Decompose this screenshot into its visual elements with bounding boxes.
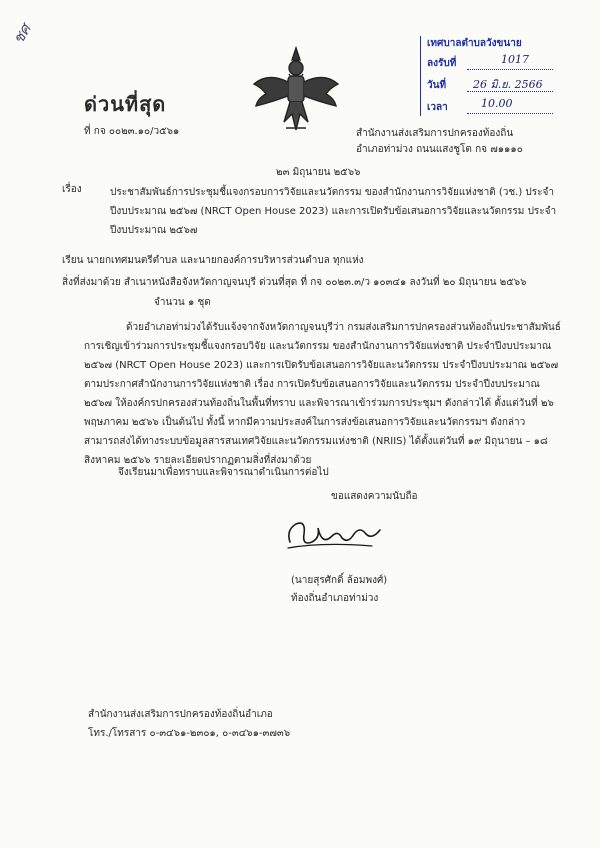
stamp-receipt-number: 1017	[501, 53, 529, 66]
stamp-organization: เทศบาลตำบลวังขนาย	[427, 38, 522, 49]
enclosure-line1: สิ่งที่ส่งมาด้วย สำเนาหนังสือจังหวัดกาญจนบุรี ด่วนที่สุด ที่ กจ ๐๐๒๓.๓/ว ๑๐๓๔๑ ลงวันที่ ๒๐ มิถุนายน ๒๕๖๖	[62, 277, 527, 288]
sender-address-line1: สำนักงานส่งเสริมการปกครองท้องถิ่น	[356, 128, 514, 139]
footer-phone: โทร./โทรสาร ๐-๓๔๖๑-๒๓๐๑, ๐-๓๔๖๑-๓๗๓๖	[88, 728, 291, 739]
receipt-stamp	[420, 36, 553, 116]
closing-salutation: ขอแสดงความนับถือ	[331, 491, 418, 502]
enclosure-line2: จำนวน ๑ ชุด	[154, 297, 211, 308]
stamp-time-value: 10.00	[481, 97, 513, 110]
footer-office: สำนักงานส่งเสริมการปกครองท้องถิ่นอำเภอ	[88, 709, 273, 720]
garuda-emblem-icon	[248, 42, 344, 138]
sender-address-line2: อำเภอท่าม่วง ถนนแสงชูโต กจ ๗๑๑๑๐	[356, 144, 523, 155]
stamp-receipt-label: ลงรับที่	[427, 58, 457, 69]
document-number: ที่ กจ ๐๐๒๓.๑๐/ว๕๖๑	[84, 126, 180, 137]
signer-name: (นายสุรศักดิ์ ล้อมพงศ์)	[291, 575, 388, 586]
signer-position: ท้องถิ่นอำเภอท่าม่วง	[291, 593, 379, 604]
stamp-line	[467, 112, 553, 114]
subject-label: เรื่อง	[62, 184, 82, 195]
stamp-line	[467, 68, 553, 70]
closing-request: จึงเรียนมาเพื่อทราบและพิจารณาดำเนินการต่อไป	[118, 467, 329, 478]
handwritten-signature	[282, 512, 392, 558]
urgency-label: ด่วนที่สุด	[84, 92, 167, 116]
letter-date: ๒๓ มิถุนายน ๒๕๖๖	[276, 167, 361, 178]
body-paragraph	[84, 318, 562, 470]
stamp-time-label: เวลา	[427, 102, 448, 113]
recipient-line: เรียน นายกเทศมนตรีตำบล และนายกองค์การบริหารส่วนตำบล ทุกแห่ง	[62, 255, 364, 266]
stamp-date-label: วันที่	[427, 80, 447, 91]
stamp-date-value: 26 มิ.ย. 2566	[473, 78, 543, 91]
handwritten-corner-mark: ชศ	[9, 20, 35, 48]
body-text: ด้วยอำเภอท่าม่วงได้รับแจ้งจากจังหวัดกาญจนบุรีว่า กรมส่งเสริมการปกครองส่วนท้องถิ่นประชาสัมพันธ์การเชิญเข้าร่วมการประชุมชี้แจงกรอบวิจัย และนวัตกรรม ของสำนักงานการวิจัยแห่งชาติ ประจำปีงบประมาณ ๒๕๖๗ (NRCT Open House 2023) และการเปิดรับข้อเสนอการวิจัยและนวัตกรรม ประจำปีงบประมาณ ๒๕๖๗ ตามประกาศสำนักงานการวิจัยแห่งชาติ เรื่อง การเปิดรับข้อเสนอการวิจัยและนวัตกรรม ประจำปีงบประมาณ ๒๕๖๗ ให้องค์กรปกครองส่วนท้องถิ่นในพื้นที่ทราบ และพิจารณาเข้าร่วมการประชุมฯ ดังกล่าวได้ ตั้งแต่วันที่ ๒๖ พฤษภาคม ๒๕๖๖ เป็นต้นไป ทั้งนี้ หากมีความประสงค์ในการส่งข้อเสนอการวิจัยและนวัตกรรมฯ ดังกล่าว สามารถส่งได้ทางระบบข้อมูลสารสนเทศวิจัยและนวัตกรรมแห่งชาติ (NRIIS) ได้ตั้งแต่วันที่ ๑๙ มิถุนายน – ๑๘ สิงหาคม ๒๕๖๖ รายละเอียดปรากฏตามสิ่งที่ส่งมาด้วย	[84, 322, 561, 466]
subject-text: ประชาสัมพันธ์การประชุมชี้แจงกรอบการวิจัยและนวัตกรรม ของสำนักงานการวิจัยแห่งชาติ (วช.) ประจำปีงบประมาณ ๒๕๖๗ (NRCT Open House 2023) และการเปิดรับข้อเสนอการวิจัยและนวัตกรรม ประจำปีงบประมาณ ๒๕๖๗	[110, 187, 557, 236]
